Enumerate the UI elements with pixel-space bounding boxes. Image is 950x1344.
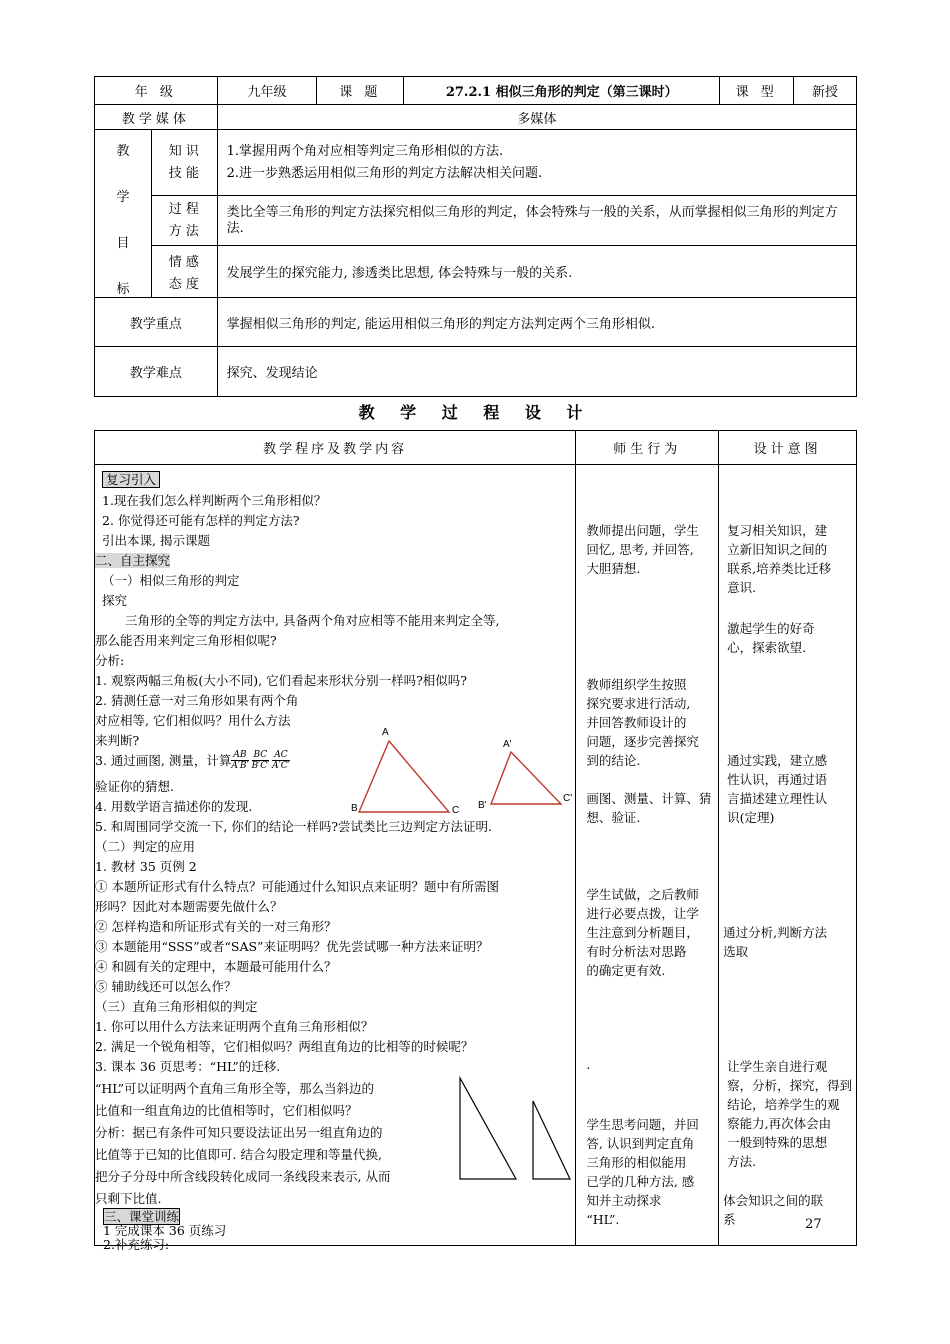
right-analysis-d: 只剩下比值. <box>95 1191 162 1206</box>
label-c: C <box>452 805 460 816</box>
triangle-abc <box>359 741 449 812</box>
intent-4: 通过分析,判断方法 选取 <box>723 925 828 959</box>
col-header-content: 教学程序及教学内容 <box>95 431 576 465</box>
explore-para-2: 那么能否用来判定三角形相似呢? <box>95 633 277 648</box>
difficulty-text: 探究、发现结论 <box>217 347 856 397</box>
right-q4b: 比值和一组直角边的比值相等时，它们相似吗？ <box>95 1103 358 1118</box>
design-title: 教 学 过 程 设 计 <box>358 403 593 422</box>
key-point-label: 教学重点 <box>95 298 218 347</box>
practice-line-2: 2.补充练习: <box>103 1237 170 1252</box>
sub-heading-2: （二）判定的应用 <box>95 839 196 854</box>
example-q2: ② 怎样构造和所证形式有关的一对三角形？ <box>95 919 337 934</box>
right-q2: 2. 满足一个锐角相等，它们相似吗？两组直角边的比相等的时候呢？ <box>95 1039 474 1054</box>
action-2: 教师组织学生按照 探究要求进行活动, 并回答教师设计的 问题，逐步完善探究 到的结论. <box>586 677 699 768</box>
media-label: 教学媒体 <box>95 105 218 130</box>
label-c-prime: C' <box>563 793 573 804</box>
intent-3: 通过实践，建立感 性认识，再通过语 言描述建立理性认 识(定理) <box>727 753 828 825</box>
objectives-label <box>95 130 152 297</box>
page-number: 27 <box>805 1217 822 1232</box>
obj-char-4: 标 <box>116 282 130 297</box>
label-b: B <box>351 803 358 814</box>
sub-heading-1: （一）相似三角形的判定 <box>102 573 240 588</box>
question-2a: 2. 猜测任意一对三角形如果有两个角 <box>95 693 299 708</box>
intent-6: 体会知识之间的联 系 <box>723 1193 824 1227</box>
question-2b: 对应相等, 它们相似吗？用什么方法 <box>95 713 291 728</box>
right-analysis-a: 分析：据已有条件可知只要设法证出另一组直角边的 <box>95 1125 383 1140</box>
right-q3: 3. 课本 36 页思考：“HL”的迁移. <box>95 1059 281 1074</box>
example-q4: ④ 和圆有关的定理中，本题最可能用什么？ <box>95 959 337 974</box>
ratio-ab: $\frac{AB}{A'B'}$ <box>231 749 249 771</box>
review-line-1: 1.现在我们怎么样判断两个三角形相似？ <box>102 493 327 508</box>
explore-label: 探究 <box>102 593 128 608</box>
process-content <box>95 465 575 1252</box>
question-1: 1. 观察两幅三角板(大小不同), 它们看起来形状分别一样吗?相似吗? <box>95 673 468 688</box>
question-2c: 来判断? <box>95 733 140 748</box>
obj-char-2: 学 <box>116 190 130 205</box>
grade-value: 九年级 <box>217 77 317 105</box>
example-q5: ⑤ 辅助线还可以怎么作？ <box>95 979 237 994</box>
section-review-title: 复习引入 <box>102 471 160 488</box>
question-3b: 验证你的猜想. <box>95 779 174 794</box>
right-q4a: “HL”可以证明两个直角三角形全等，那么当斜边的 <box>95 1081 374 1096</box>
sub-heading-3: （三）直角三角形相似的判定 <box>95 999 258 1014</box>
label-b-prime: B' <box>478 800 487 811</box>
right-triangle-large <box>460 1078 516 1179</box>
review-line-2: 2. 你觉得还可能有怎样的判定方法? <box>102 513 300 528</box>
action-1: 教师提出问题，学生 回忆, 思考, 并回答, 大胆猜想. <box>586 523 699 576</box>
process-table <box>94 430 857 1252</box>
action-5: . <box>586 1057 591 1072</box>
ratio-ac: $\frac{AC}{A'C'}$ <box>272 749 290 771</box>
grade-label: 年 级 <box>95 77 218 105</box>
right-analysis-c: 把分子分母中所含线段转化成同一条线段来表示, 从而 <box>95 1169 391 1184</box>
right-analysis-b: 比值等于已知的比值即可. 结合勾股定理和等量代换, <box>95 1147 382 1162</box>
difficulty-label: 教学难点 <box>95 347 218 397</box>
label-a-prime: A' <box>503 739 512 750</box>
right-q1: 1. 你可以用什么方法来证明两个直角三角形相似？ <box>95 1019 374 1034</box>
type-value: 新授 <box>794 77 857 105</box>
example-ref: 1. 教材 35 页例 2 <box>95 859 197 874</box>
action-4: 学生试做，之后教师 进行必要点拨，让学 生注意到分析题目， 有时分析法对思路 的确定更有效. <box>586 887 699 978</box>
knowledge-label: 知 识 技 能 <box>151 130 217 196</box>
lesson-info-table <box>94 76 857 397</box>
similar-triangles-figure <box>345 695 575 816</box>
practice-line-1: 1 完成课本 36 页练习 <box>103 1223 227 1238</box>
process-label: 过 程 方 法 <box>151 196 217 246</box>
explore-para-1: 三角形的全等的判定方法中, 具备两个角对应相等不能用来判定全等, <box>125 613 500 628</box>
objectives-cell <box>95 130 218 298</box>
knowledge-text: 1.掌握用两个角对应相等判定三角形相似的方法. 2.进一步熟悉运用相似三角形的判定方法解决相关问题. <box>217 130 856 196</box>
type-label: 课 型 <box>720 77 794 105</box>
example-q1a: ① 本题所证形式有什么特点？可能通过什么知识点来证明？题中有所需图 <box>95 879 499 894</box>
emotion-text: 发展学生的探究能力, 渗透类比思想, 体会特殊与一般的关系. <box>217 246 856 298</box>
review-line-3: 引出本课, 揭示课题 <box>102 533 210 548</box>
design-intents <box>719 465 856 1245</box>
intent-2: 激起学生的好奇 心，探索欲望. <box>727 621 815 655</box>
intent-5: 让学生亲自进行观 察，分析，探究，得到 结论，培养学生的观 察能力,再次体会由 一般到特殊的思想 方法. <box>727 1059 853 1169</box>
example-q1b: 形吗？因此对本题需要先做什么？ <box>95 899 283 914</box>
ratio-bc: $\frac{BC}{B'C'}$ <box>251 749 270 771</box>
key-point-text: 掌握相似三角形的判定, 能运用相似三角形的判定方法判定两个三角形相似. <box>217 298 856 347</box>
question-5: 5. 和周围同学交流一下, 你们的结论一样吗?尝试类比三边判定方法证明. <box>95 819 493 834</box>
example-q3: ③ 本题能用“SSS”或者“SAS”来证明吗？优先尝试哪一种方法来证明？ <box>95 939 489 954</box>
label-a: A <box>382 727 389 738</box>
section-explore-title: 二、自主探究 <box>95 553 171 568</box>
action-3: 画图、测量、计算、猜 想、验证. <box>586 791 712 825</box>
obj-char-3: 目 <box>116 236 130 251</box>
intent-1: 复习相关知识，建 立新旧知识之间的 联系,培养类比迁移 意识. <box>727 523 832 595</box>
obj-char-1: 教 <box>116 144 130 159</box>
action-6: 学生思考问题，并回 答, 认识到判定直角 三角形的相似能用 已学的几种方法, 感 知并主动探求 “HL”. <box>586 1117 699 1227</box>
analysis-label: 分析: <box>95 653 125 668</box>
question-3: 3. 通过画图, 测量，计算 $\frac{AB}{A'B'}$ $\frac{BC}{B'C'}$ $\frac{AC}{A'C'}$ <box>95 749 290 771</box>
col-header-actions: 师生行为 <box>576 431 719 465</box>
col-header-intent: 设计意图 <box>719 431 857 465</box>
topic-value: 27.2.1 相似三角形的判定（第三课时） <box>404 77 720 105</box>
right-triangle-small <box>533 1101 570 1179</box>
topic-label: 课 题 <box>317 77 404 105</box>
question-4: 4. 用数学语言描述你的发现. <box>95 799 253 814</box>
triangle-a1b1c1 <box>491 752 561 804</box>
right-triangles-figure <box>455 1073 577 1183</box>
emotion-label: 情 感 态 度 <box>168 255 199 292</box>
media-value: 多媒体 <box>217 105 856 130</box>
process-text: 类比全等三角形的判定方法探究相似三角形的判定，体会特殊与一般的关系，从而掌握相似三角形的判定方法. <box>217 196 856 246</box>
teacher-student-actions <box>576 465 718 1245</box>
section-practice-title: 三、课堂训练 <box>104 1209 180 1224</box>
